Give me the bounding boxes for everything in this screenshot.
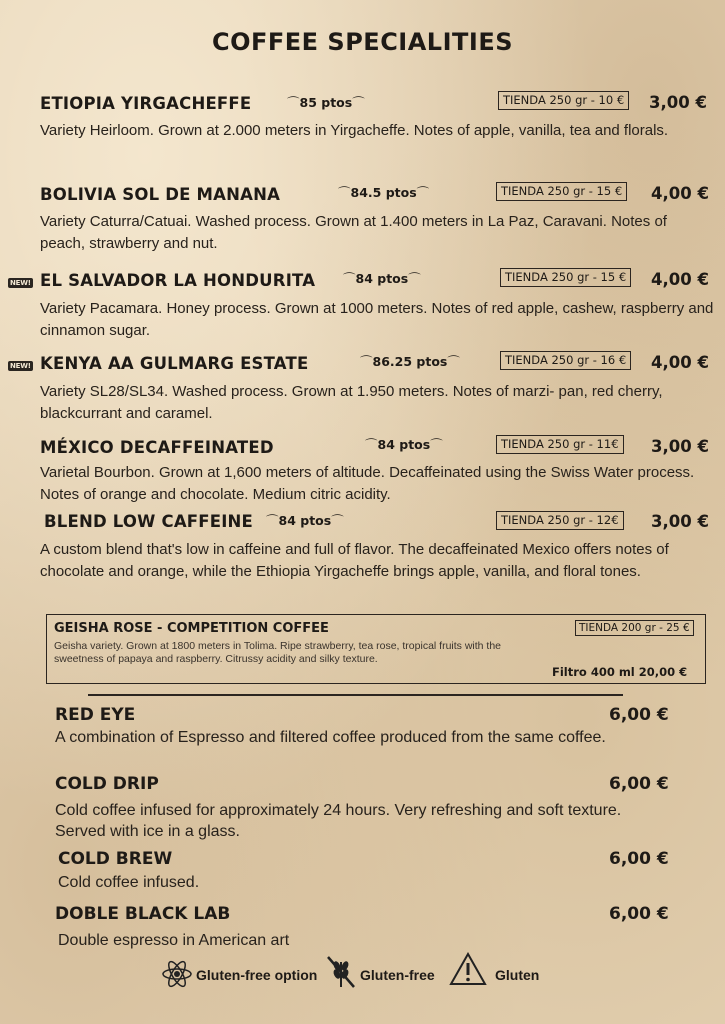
coffee-name: BOLIVIA SOL DE MANANA xyxy=(40,185,281,204)
geisha-name: GEISHA ROSE - COMPETITION COFFEE xyxy=(54,621,329,636)
legend-label: Gluten xyxy=(495,967,540,983)
beverage-description: Double espresso in American art xyxy=(58,932,290,949)
page-title: COFFEE SPECIALITIES xyxy=(211,28,514,56)
tienda-price-box: TIENDA 250 gr - 15 € xyxy=(496,182,627,201)
new-badge: NEW! xyxy=(10,362,31,370)
coffee-name: BLEND LOW CAFFEINE xyxy=(44,512,254,531)
tienda-price-box: TIENDA 250 gr - 16 € xyxy=(500,351,631,370)
coffee-price: 4,00 € xyxy=(651,270,709,289)
tienda-price-box: TIENDA 250 gr - 12€ xyxy=(496,511,624,530)
coffee-description: Varietal Bourbon. Grown at 1,600 meters of altitude. Decaffeinated using the Swiss Water process. Notes of orange and chocolate. Medium citric acidity. xyxy=(40,464,695,503)
coffee-description: Variety Pacamara. Honey process. Grown at 1000 meters. Notes of red apple, cashew, raspberry and cinnamon sugar. xyxy=(40,300,714,339)
tienda-price-box: TIENDA 250 gr - 11€ xyxy=(496,435,624,454)
beverage-name: RED EYE xyxy=(55,705,136,725)
coffee-name: EL SALVADOR LA HONDURITA xyxy=(40,271,316,290)
points-badge: ⌒86.25 ptos⌒ xyxy=(360,354,460,369)
geisha-description: Geisha variety. Grown at 1800 meters in Tolima. Ripe strawberry, tea rose, tropical fruits with the sweetness of papaya and raspberry. Citrussy acidity and silky texture. xyxy=(54,640,502,665)
beverage-price: 6,00 € xyxy=(609,904,669,924)
coffee-description: Variety SL28/SL34. Washed process. Grown at 1.950 meters. Notes of marzi- pan, red cherry, blackcurrant and caramel. xyxy=(40,383,663,422)
tienda-price-box: TIENDA 250 gr - 15 € xyxy=(500,268,631,287)
coffee-price: 3,00 € xyxy=(651,512,709,531)
beverage-name: COLD DRIP xyxy=(55,774,159,794)
coffee-name: ETIOPIA YIRGACHEFFE xyxy=(40,94,252,113)
beverage-price: 6,00 € xyxy=(609,705,669,725)
coffee-description: Variety Heirloom. Grown at 2.000 meters in Yirgacheffe. Notes of apple, vanilla, tea and florals. xyxy=(40,122,669,139)
points-badge: ⌒84.5 ptos⌒ xyxy=(338,185,430,200)
coffee-name: MÉXICO DECAFFEINATED xyxy=(40,438,274,457)
coffee-description: Variety Caturra/Catuai. Washed process. Grown at 1.400 meters in La Paz, Caravani. Notes of peach, strawberry and nut. xyxy=(40,213,667,252)
beverage-description: Cold coffee infused for approximately 24 hours. Very refreshing and soft texture. Served with ice in a glass. xyxy=(55,802,622,840)
legend-label: Gluten-free option xyxy=(196,967,318,983)
coffee-price: 3,00 € xyxy=(651,437,709,456)
warning-triangle-icon xyxy=(449,952,487,986)
wheat-crossed-icon xyxy=(324,954,358,990)
geisha-tienda-box: TIENDA 200 gr - 25 € xyxy=(575,620,694,636)
points-badge: ⌒84 ptos⌒ xyxy=(365,437,443,452)
beverage-name: COLD BREW xyxy=(58,849,173,869)
atom-icon xyxy=(160,958,194,990)
tienda-price-box: TIENDA 250 gr - 10 € xyxy=(498,91,629,110)
points-badge: ⌒84 ptos⌒ xyxy=(266,513,344,528)
beverage-name: DOBLE BLACK LAB xyxy=(55,904,231,924)
beverage-description: Cold coffee infused. xyxy=(58,874,200,891)
geisha-filtro-price: Filtro 400 ml 20,00 € xyxy=(552,665,688,679)
points-badge: ⌒84 ptos⌒ xyxy=(343,271,421,286)
beverage-price: 6,00 € xyxy=(609,774,669,794)
coffee-price: 4,00 € xyxy=(651,353,709,372)
coffee-price: 3,00 € xyxy=(649,93,707,112)
beverage-description: A combination of Espresso and filtered coffee produced from the same coffee. xyxy=(55,729,606,746)
coffee-name: KENYA AA GULMARG ESTATE xyxy=(40,354,309,373)
coffee-description: A custom blend that's low in caffeine and full of flavor. The decaffeinated Mexico offers notes of chocolate and orange, while the Ethiopia Yirgacheffe brings apple, vanilla, and floral tones. xyxy=(40,541,669,580)
coffee-price: 4,00 € xyxy=(651,184,709,203)
legend-label: Gluten-free xyxy=(360,967,435,983)
beverage-price: 6,00 € xyxy=(609,849,669,869)
new-badge: NEW! xyxy=(10,279,31,287)
points-badge: ⌒85 ptos⌒ xyxy=(287,95,365,110)
divider xyxy=(88,694,623,696)
